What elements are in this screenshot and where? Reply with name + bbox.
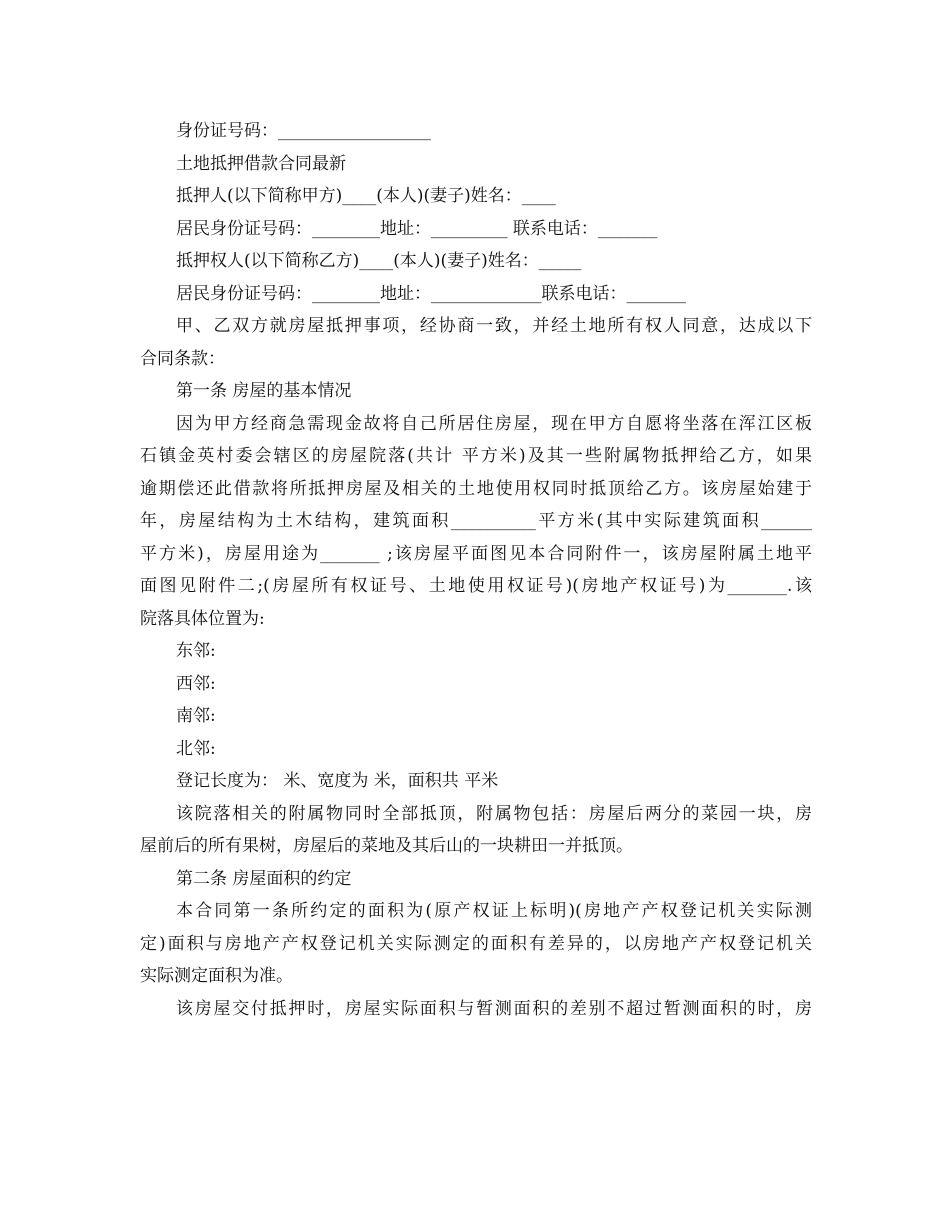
article-one-paragraph-line: 年，房屋结构为土木结构，建筑面积__________平方米(其中实际建筑面积______ — [140, 511, 812, 531]
id-number-line: 身份证号码：__________________ — [176, 121, 431, 141]
document-body — [140, 115, 812, 1025]
article-two-paragraph-line: 本合同第一条所约定的面积为(原产权证上标明)(房地产产权登记机关实际测 — [176, 901, 812, 921]
article-one-paragraph-line: 院落具体位置为: — [140, 608, 265, 629]
mortgagee-contact-line: 居民身份证号码：________地址：_____________联系电话：_______ — [176, 283, 686, 304]
appurtenances-paragraph-line: 屋前后的所有果树，房屋后的菜地及其后山的一块耕田一并抵顶。 — [140, 836, 633, 856]
delivery-paragraph-line: 该房屋交付抵押时，房屋实际面积与暂测面积的差别不超过暂测面积的时，房 — [176, 998, 812, 1019]
east-neighbor-line: 东邻: — [176, 641, 216, 661]
south-neighbor-line: 南邻: — [176, 706, 216, 726]
mortgagor-contact-line: 居民身份证号码：________地址：_________ 联系电话：_______ — [176, 218, 658, 239]
article-one-paragraph-line: 平方米)，房屋用途为_______ ;该房屋平面图见本合同附件一，该房屋附属土地平 — [140, 543, 812, 564]
article-two-paragraph-line: 定)面积与房地产产权登记机关实际测定的面积有差异的，以房地产产权登记机关 — [140, 933, 812, 954]
article-one-heading: 第一条 房屋的基本情况 — [176, 381, 352, 401]
mortgagor-line: 抵押人(以下简称甲方)____(本人)(妻子)姓名：____ — [176, 186, 556, 206]
appurtenances-paragraph-line: 该院落相关的附属物同时全部抵顶，附属物包括：房屋后两分的菜园一块，房 — [176, 803, 812, 824]
west-neighbor-line: 西邻: — [176, 673, 216, 694]
article-two-heading: 第二条 房屋面积的约定 — [176, 868, 352, 889]
mortgagee-line: 抵押权人(以下简称乙方)____(本人)(妻子)姓名：_____ — [176, 251, 582, 271]
article-two-paragraph-line: 实际测定面积为准。 — [140, 966, 293, 986]
document-title: 土地抵押借款合同最新 — [176, 153, 346, 174]
intro-paragraph-line: 合同条款： — [140, 348, 225, 369]
registered-dimensions-line: 登记长度为： 米、宽度为 米，面积共 平米 — [176, 771, 499, 791]
article-one-paragraph-line: 逾期偿还此借款将所抵押房屋及相关的土地使用权同时抵顶给乙方。该房屋始建于 — [140, 478, 812, 499]
article-one-paragraph-line: 面图见附件二;(房屋所有权证号、土地使用权证号)(房地产权证号)为_______.该 — [140, 576, 812, 596]
intro-paragraph-line: 甲、乙双方就房屋抵押事项，经协商一致，并经土地所有权人同意，达成以下 — [176, 316, 812, 336]
north-neighbor-line: 北邻: — [176, 738, 216, 759]
article-one-paragraph-line: 因为甲方经商急需现金故将自己所居住房屋，现在甲方自愿将坐落在浑江区板 — [176, 413, 812, 434]
article-one-paragraph-line: 石镇金英村委会辖区的房屋院落(共计 平方米)及其一些附属物抵押给乙方，如果 — [140, 446, 812, 466]
